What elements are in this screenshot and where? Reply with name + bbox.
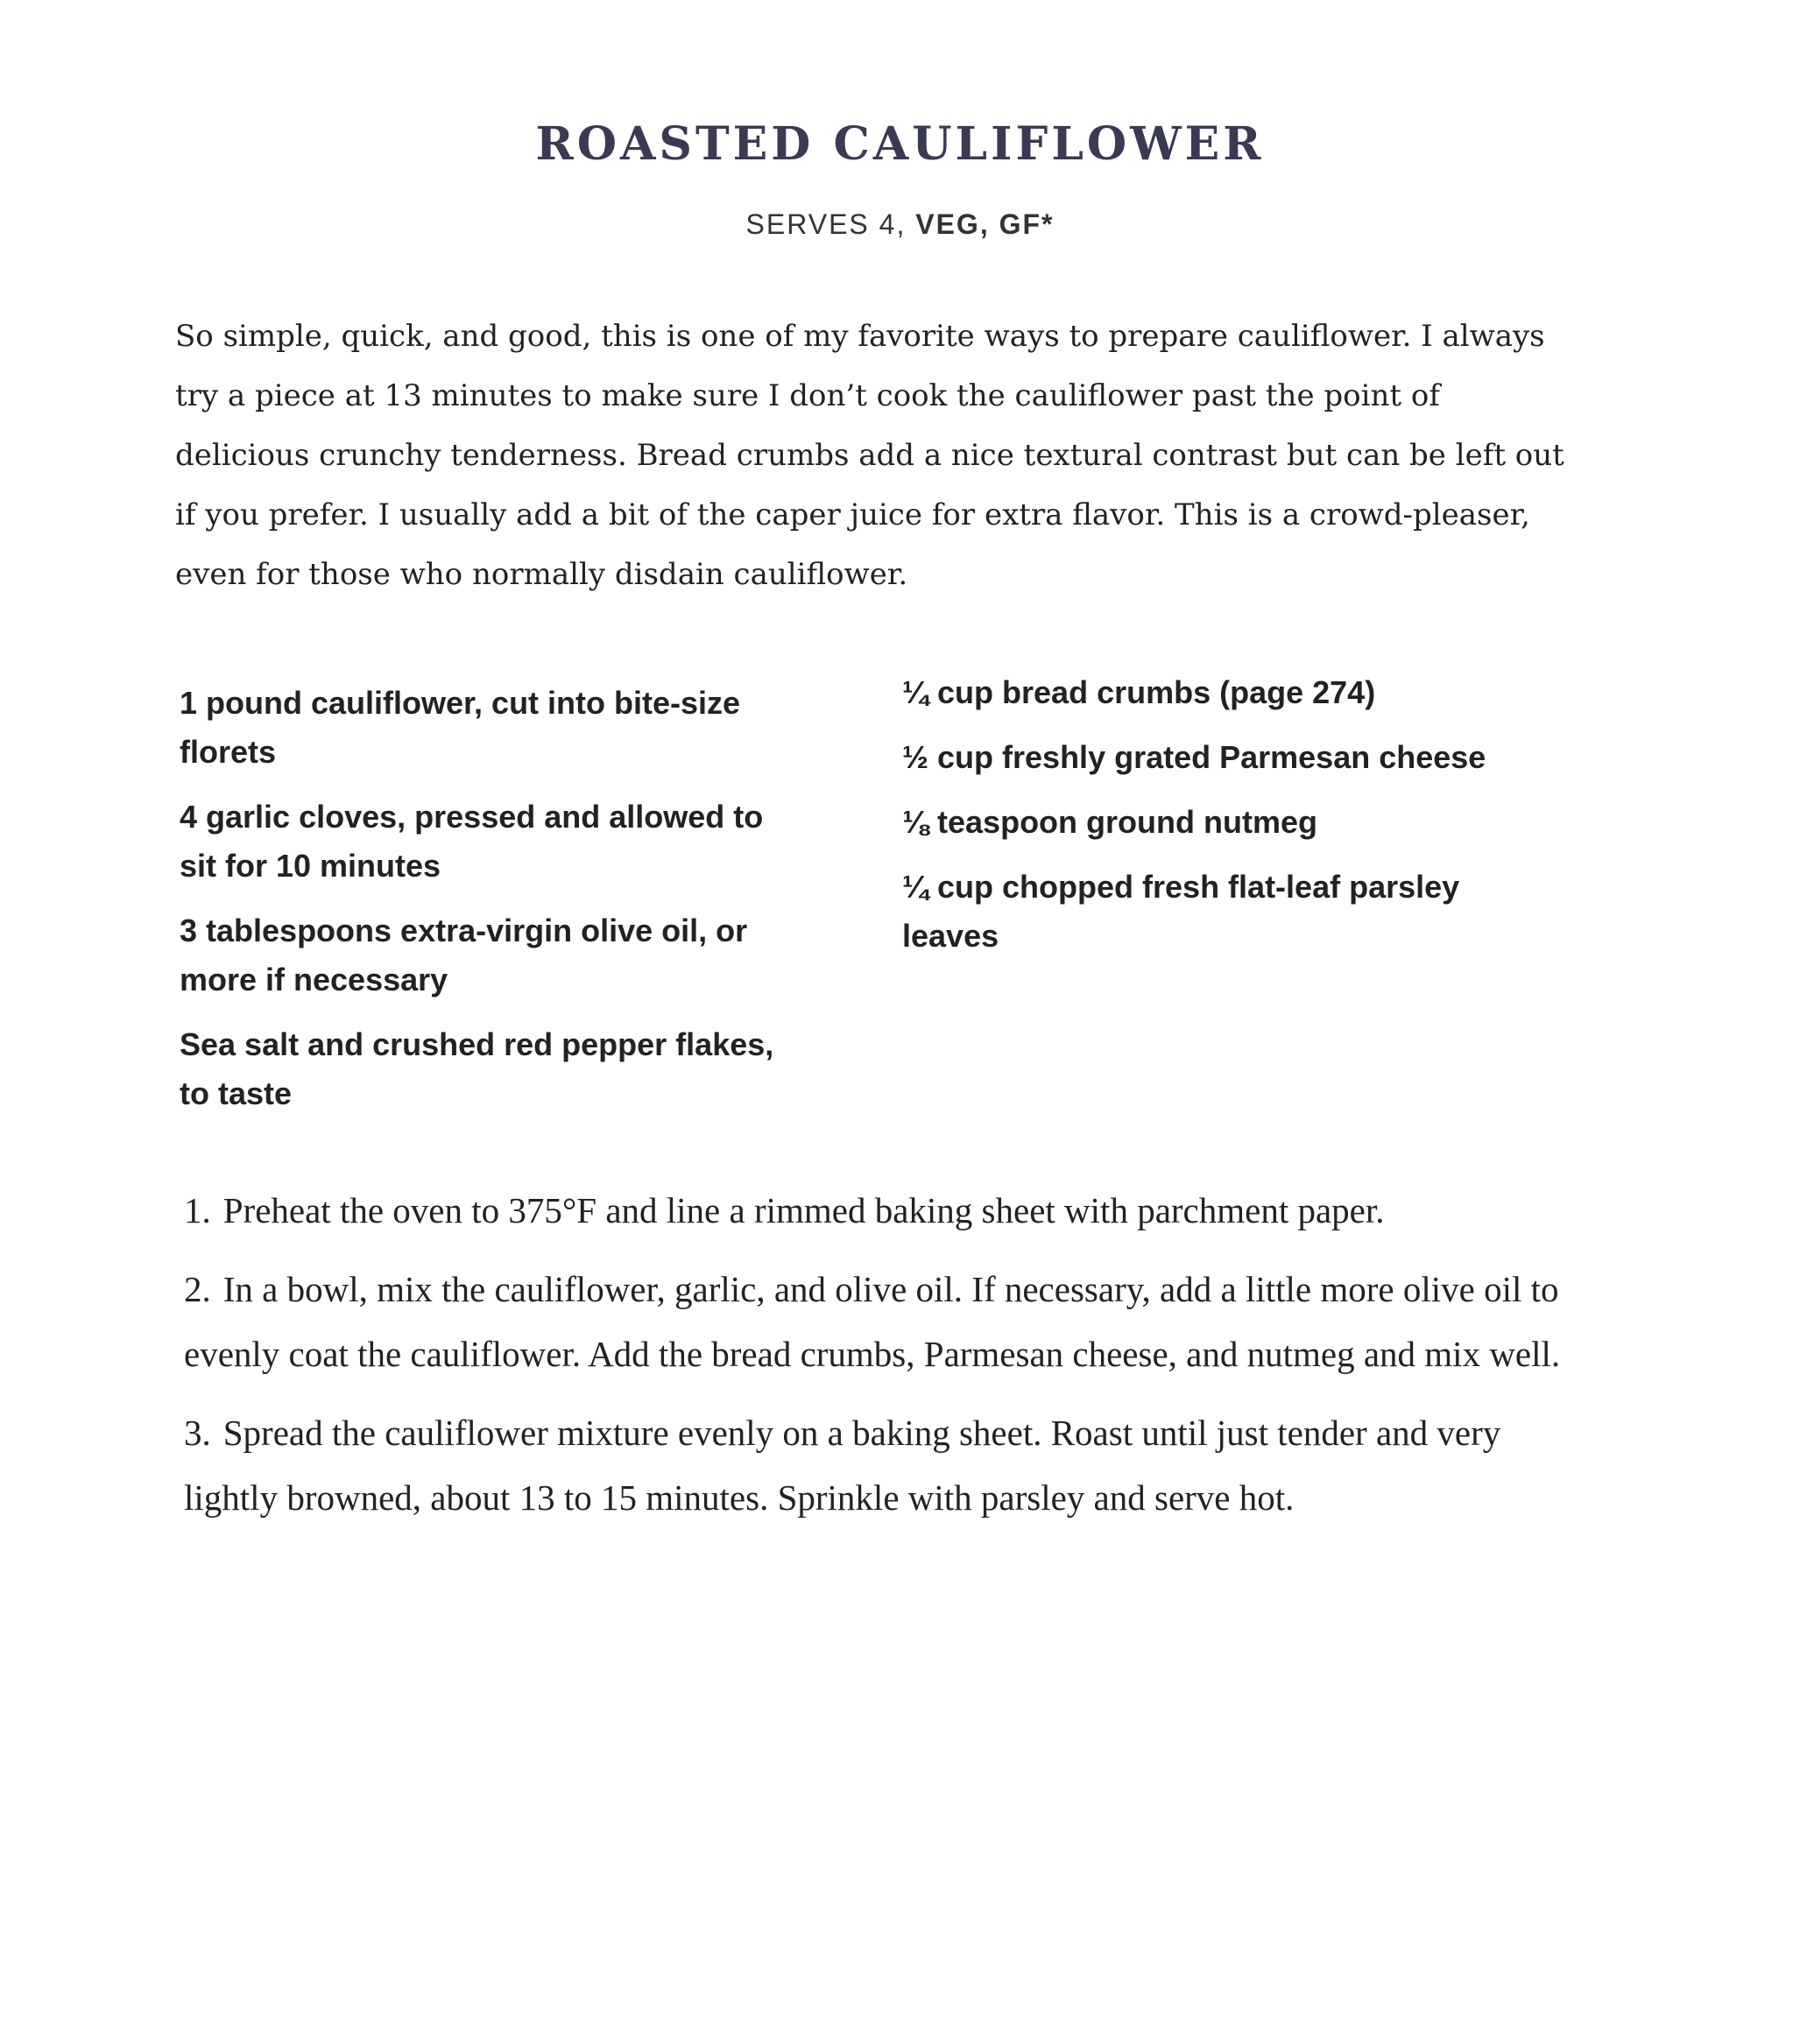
method-steps xyxy=(184,1178,1577,1544)
ingredient-item: ⅛ teaspoon ground nutmeg xyxy=(902,804,1317,840)
method-step xyxy=(184,1178,1577,1243)
diet-tags: VEG, GF* xyxy=(915,208,1055,240)
method-step xyxy=(184,1400,1577,1530)
ingredient-item: ½ cup freshly grated Parmesan cheese xyxy=(902,739,1486,775)
ingredient-item: ¼ cup chopped fresh flat-leaf parsley leaves xyxy=(902,869,1460,954)
step-number: 3. xyxy=(184,1413,211,1453)
step-text: Spread the cauliflower mixture evenly on a baking sheet. Roast until just tender and very lightly browned, about 13 to 15 minutes. Sprinkle with parsley and serve hot. xyxy=(184,1413,1501,1518)
ingredient-item: Sea salt and crushed red pepper flakes, to taste xyxy=(180,1026,774,1111)
serves-count: SERVES 4, xyxy=(745,208,907,240)
step-number: 2. xyxy=(184,1269,211,1309)
ingredients-left-column xyxy=(180,679,775,1134)
step-text: In a bowl, mix the cauliflower, garlic, and olive oil. If necessary, add a little more olive oil to evenly coat the cauliflower. Add the bread crumbs, Parmesan cheese, and nutmeg and mix well. xyxy=(184,1269,1561,1374)
ingredient-item: 3 tablespoons extra-virgin olive oil, or more if necessary xyxy=(180,913,748,997)
ingredient-item: 1 pound cauliflower, cut into bite-size florets xyxy=(180,685,741,770)
step-text: Preheat the oven to 375°F and line a rimmed baking sheet with parchment paper. xyxy=(222,1190,1385,1230)
recipe-intro: So simple, quick, and good, this is one of my favorite ways to prepare cauliflower. I always try a piece at 13 minutes to make sure I don’t cook the cauliflower past the point of delicious crunchy tenderness. Bread crumbs add a nice textural contrast but can be left out if you prefer. I usually add a bit of the caper juice for extra flavor. This is a crowd-pleaser, even for those who normally disdain cauliflower. xyxy=(175,319,1564,592)
recipe-serves-line xyxy=(0,208,1800,241)
ingredient-item: ¼ cup bread crumbs (page 274) xyxy=(902,674,1376,710)
ingredients-right-column xyxy=(902,668,1515,976)
method-step xyxy=(184,1257,1577,1386)
ingredient-item: 4 garlic cloves, pressed and allowed to sit for 10 minutes xyxy=(180,799,764,884)
step-number: 1. xyxy=(184,1190,211,1230)
recipe-title: ROASTED CAULIFLOWER xyxy=(535,117,1265,171)
